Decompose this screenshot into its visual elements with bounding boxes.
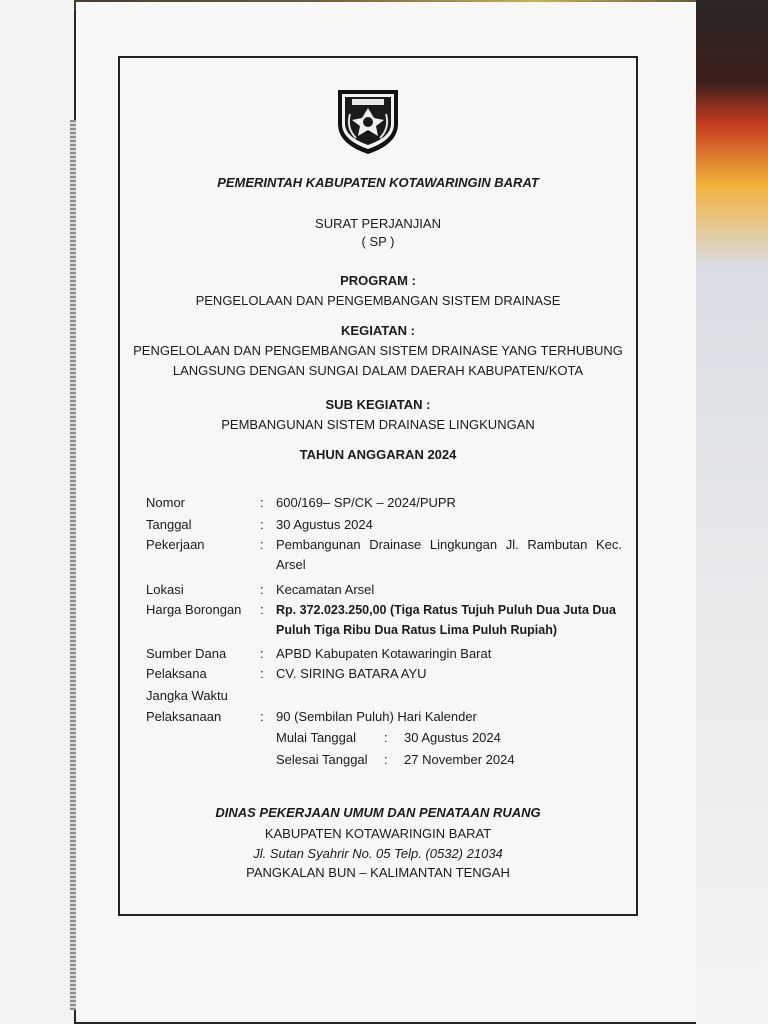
tanggal-label: Tanggal xyxy=(146,517,192,532)
footer-address: Jl. Sutan Syahrir No. 05 Telp. (0532) 21034 xyxy=(253,846,503,861)
pelaksana-label: Pelaksana xyxy=(146,666,207,681)
separator: : xyxy=(260,537,264,552)
pekerjaan-value: Pembangunan Drainase Lingkungan Jl. Rambutan Kec. Arsel xyxy=(276,537,622,572)
government-title: PEMERINTAH KABUPATEN KOTAWARINGIN BARAT xyxy=(217,175,539,190)
selesai-label: Selesai Tanggal xyxy=(276,752,368,767)
lokasi-label: Lokasi xyxy=(146,582,184,597)
lokasi-value: Kecamatan Arsel xyxy=(276,582,375,597)
separator: : xyxy=(260,666,264,681)
paper-margin-left xyxy=(0,0,74,1024)
separator: : xyxy=(384,752,388,767)
harga-label: Harga Borongan xyxy=(146,602,242,617)
nomor-value: 600/169– SP/CK – 2024/PUPR xyxy=(276,495,456,510)
pelaksana-value: CV. SIRING BATARA AYU xyxy=(276,666,427,681)
footer-city: PANGKALAN BUN – KALIMANTAN TENGAH xyxy=(246,865,510,880)
mulai-value: 30 Agustus 2024 xyxy=(404,730,501,745)
jangka-label-1: Jangka Waktu xyxy=(146,688,228,703)
kegiatan-line-1: PENGELOLAAN DAN PENGEMBANGAN SISTEM DRAINASE YANG TERHUBUNG xyxy=(133,343,623,358)
separator: : xyxy=(260,646,264,661)
document-title: SURAT PERJANJIAN xyxy=(315,216,441,231)
selesai-value: 27 November 2024 xyxy=(404,752,515,767)
document-abbreviation: ( SP ) xyxy=(361,234,395,249)
sub-kegiatan-label: SUB KEGIATAN : xyxy=(325,397,431,412)
kegiatan-line-2: LANGSUNG DENGAN SUNGAI DALAM DAERAH KABUPATEN/KOTA xyxy=(172,363,584,378)
sumber-value: APBD Kabupaten Kotawaringin Barat xyxy=(276,646,492,661)
kegiatan-label: KEGIATAN : xyxy=(341,323,415,338)
program-label: PROGRAM : xyxy=(340,273,416,288)
nomor-label: Nomor xyxy=(146,495,186,510)
separator: : xyxy=(260,602,264,617)
tanggal-value: 30 Agustus 2024 xyxy=(276,517,373,532)
program-value: PENGELOLAAN DAN PENGEMBANGAN SISTEM DRAINASE xyxy=(195,293,561,308)
regency-emblem-icon xyxy=(332,84,404,156)
harga-value: Rp. 372.023.250,00 (Tiga Ratus Tujuh Puluh Dua Juta Dua Puluh Tiga Ribu Dua Ratus Lima Puluh Rupiah) xyxy=(276,603,616,637)
mulai-label: Mulai Tanggal xyxy=(276,730,356,745)
footer-kabupaten: KABUPATEN KOTAWARINGIN BARAT xyxy=(264,826,492,841)
separator: : xyxy=(260,709,264,724)
pekerjaan-label: Pekerjaan xyxy=(146,537,205,552)
separator: : xyxy=(260,495,264,510)
photo-background-right xyxy=(696,0,768,1024)
separator: : xyxy=(260,582,264,597)
separator: : xyxy=(384,730,388,745)
jangka-value: 90 (Sembilan Puluh) Hari Kalender xyxy=(276,709,477,724)
footer-dinas: DINAS PEKERJAAN UMUM DAN PENATAAN RUANG xyxy=(215,805,541,820)
jangka-label-2: Pelaksanaan xyxy=(146,709,222,724)
separator: : xyxy=(260,517,264,532)
sumber-label: Sumber Dana xyxy=(146,646,227,661)
sub-kegiatan-value: PEMBANGUNAN SISTEM DRAINASE LINGKUNGAN xyxy=(221,417,535,432)
tahun-anggaran: TAHUN ANGGARAN 2024 xyxy=(299,447,457,462)
